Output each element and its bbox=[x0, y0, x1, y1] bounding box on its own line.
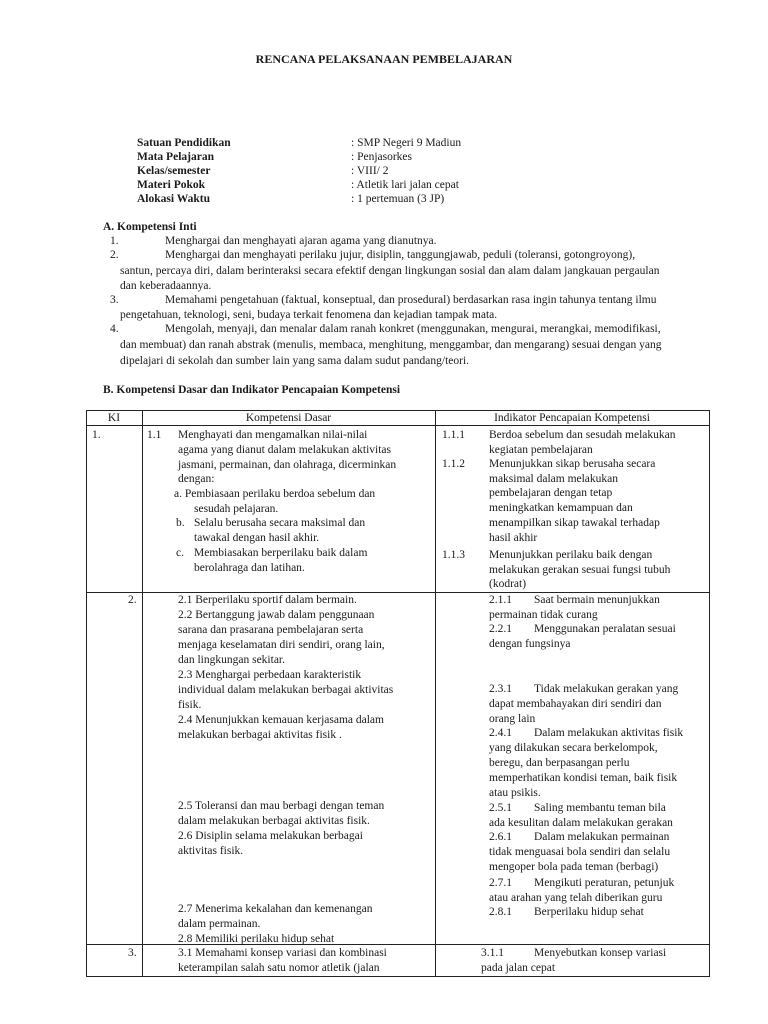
indicator-text: Saling membantu teman bila bbox=[534, 802, 666, 814]
indicator-text: Dalam melakukan permainan bbox=[534, 831, 670, 843]
indicator-number: 1.1.2 bbox=[442, 458, 465, 470]
indicator-text: memperhatikan kondisi teman, baik fisik bbox=[489, 772, 678, 784]
indicator-number: 2.1.1 bbox=[489, 594, 512, 606]
ki-number: 2. bbox=[110, 249, 119, 261]
column-header-indikator: Indikator Pencapaian Kompetensi bbox=[494, 412, 650, 424]
kd-text: sarana dan prasarana pembelajaran serta bbox=[178, 624, 364, 636]
kd-text: sesudah pelajaran. bbox=[194, 503, 279, 515]
ki-text: Menghargai dan menghayati perilaku jujur, disiplin, tanggungjawab, peduli (toleransi, gotongroyong), bbox=[165, 249, 636, 261]
kd-text: Menghayati dan mengamalkan nilai-nilai bbox=[178, 429, 368, 441]
indicator-text: atau psikis. bbox=[489, 787, 541, 799]
ki-text: dan membuat) dan ranah abstrak (menulis, membaca, menghitung, menggambar, dan mengarang) sesuai dengan yang bbox=[120, 339, 662, 351]
indicator-number: 2.7.1 bbox=[489, 877, 512, 889]
kd-text: agama yang dianut dalam melakukan aktivitas bbox=[178, 444, 391, 456]
indicator-number: 2.2.1 bbox=[489, 623, 512, 635]
indicator-text: Mengikuti peraturan, petunjuk bbox=[534, 877, 675, 889]
table-border bbox=[142, 410, 143, 977]
indicator-text: orang lain bbox=[489, 713, 536, 725]
ki-number: 4. bbox=[110, 323, 119, 335]
kd-text: dan lingkungan sekitar. bbox=[178, 654, 285, 666]
indicator-text: tidak menguasai bola sendiri dan selalu bbox=[489, 846, 671, 858]
ki-number: 1. bbox=[110, 235, 119, 247]
kd-text: 2.1 Berperilaku sportif dalam bermain. bbox=[178, 594, 357, 606]
indicator-text: Tidak melakukan gerakan yang bbox=[534, 683, 679, 695]
identity-label: Mata Pelajaran bbox=[137, 151, 214, 163]
indicator-text: Dalam melakukan aktivitas fisik bbox=[534, 727, 684, 739]
page-title: RENCANA PELAKSANAAN PEMBELAJARAN bbox=[255, 52, 513, 66]
identity-value: : Penjasorkes bbox=[351, 151, 413, 163]
ki-cell: 2. bbox=[128, 594, 137, 606]
section-b-heading: B. Kompetensi Dasar dan Indikator Pencapaian Kompetensi bbox=[103, 384, 401, 396]
kd-text: tawakal dengan hasil akhir. bbox=[194, 532, 320, 544]
ki-text: Mengolah, menyaji, dan menalar dalam ranah konkret (menggunakan, mengurai, merangkai, memodifikasi, bbox=[165, 323, 661, 335]
kd-text: dalam melakukan berbagai aktivitas fisik. bbox=[178, 815, 370, 827]
kd-text: Membiasakan berperilaku baik dalam bbox=[194, 547, 368, 559]
identity-label: Materi Pokok bbox=[137, 179, 206, 191]
indicator-number: 1.1.1 bbox=[442, 429, 465, 441]
kd-text: 2.7 Menerima kekalahan dan kemenangan bbox=[178, 903, 373, 915]
table-border bbox=[435, 410, 436, 977]
kd-text: melakukan berbagai aktivitas fisik . bbox=[178, 729, 342, 741]
kd-text: individual dalam melakukan berbagai aktivitas bbox=[178, 684, 394, 696]
kd-text: fisik. bbox=[178, 699, 202, 711]
indicator-text: maksimal dalam melakukan bbox=[489, 473, 619, 485]
indicator-text: permainan tidak curang bbox=[489, 609, 598, 621]
identity-value: : VIII/ 2 bbox=[351, 165, 389, 177]
kd-text: dengan: bbox=[178, 473, 215, 485]
kd-text: 2.3 Menghargai perbedaan karakteristik bbox=[178, 669, 362, 681]
kd-text: 3.1 Memahami konsep variasi dan kombinasi bbox=[178, 947, 387, 959]
identity-label: Satuan Pendidikan bbox=[137, 137, 231, 149]
kd-text: c. bbox=[176, 547, 184, 559]
section-a-heading: A. Kompetensi Inti bbox=[103, 221, 197, 233]
indicator-text: menampilkan sikap tawakal terhadap bbox=[489, 517, 660, 529]
column-header-ki: KI bbox=[107, 412, 121, 424]
kd-text: a. Pembiasaan perilaku berdoa sebelum dan bbox=[174, 488, 376, 500]
indicator-number: 2.6.1 bbox=[489, 831, 512, 843]
ki-text: santun, percaya diri, dalam berinteraksi secara efektif dengan lingkungan sosial dan alam dalam jangkauan pergaulan bbox=[120, 265, 660, 277]
indicator-number: 3.1.1 bbox=[481, 947, 504, 959]
indicator-number: 1.1.3 bbox=[442, 549, 465, 561]
identity-value: : SMP Negeri 9 Madiun bbox=[351, 137, 462, 149]
indicator-text: Berperilaku hidup sehat bbox=[534, 906, 644, 918]
indicator-text: yang dilakukan secara berkelompok, bbox=[489, 742, 658, 754]
kd-text: berolahraga dan latihan. bbox=[194, 562, 305, 574]
identity-label: Alokasi Waktu bbox=[137, 193, 210, 205]
identity-value: : Atletik lari jalan cepat bbox=[351, 179, 459, 191]
kd-text: Selalu berusaha secara maksimal dan bbox=[194, 517, 366, 529]
kd-text: aktivitas fisik. bbox=[178, 845, 244, 857]
ki-text: dipelajari di sekolah dan sumber lain yang sama dalam sudut pandang/teori. bbox=[120, 355, 470, 367]
ki-cell: 3. bbox=[128, 947, 137, 959]
kd-text: dalam permainan. bbox=[178, 918, 261, 930]
ki-text: Menghargai dan menghayati ajaran agama yang dianutnya. bbox=[165, 235, 437, 247]
kd-text: 2.6 Disiplin selama melakukan berbagai bbox=[178, 830, 363, 842]
indicator-text: beregu, dan berpasangan perlu bbox=[489, 757, 630, 769]
kd-text: keterampilan salah satu nomor atletik (jalan bbox=[178, 962, 380, 974]
indicator-text: pada jalan cepat bbox=[481, 962, 556, 974]
table-border bbox=[709, 410, 710, 977]
indicator-text: meningkatkan kemampuan dan bbox=[489, 502, 633, 514]
indicator-text: Saat bermain menunjukkan bbox=[534, 594, 660, 606]
identity-value: : 1 pertemuan (3 JP) bbox=[351, 193, 445, 205]
kd-text: 2.2 Bertanggung jawab dalam penggunaan bbox=[178, 609, 375, 621]
kd-text: 2.5 Toleransi dan mau berbagi dengan teman bbox=[178, 800, 385, 812]
indicator-text: melakukan gerakan sesuai fungsi tubuh bbox=[489, 564, 671, 576]
indicator-text: Menunjukkan sikap berusaha secara bbox=[489, 458, 656, 470]
indicator-text: mengoper bola pada teman (berbagi) bbox=[489, 861, 659, 873]
ki-cell: 1. bbox=[92, 429, 101, 441]
indicator-text: Menggunakan peralatan sesuai bbox=[534, 623, 676, 635]
kd-text: 2.8 Memiliki perilaku hidup sehat bbox=[178, 933, 335, 945]
ki-number: 3. bbox=[110, 294, 119, 306]
kd-text: menjaga keselamatan diri sendiri, orang lain, bbox=[178, 639, 385, 651]
table-border bbox=[86, 410, 87, 977]
ki-text: pengetahuan, teknologi, seni, budaya terkait fenomena dan kejadian tampak mata. bbox=[120, 309, 498, 321]
indicator-text: dengan fungsinya bbox=[489, 638, 571, 650]
indicator-number: 2.8.1 bbox=[489, 906, 512, 918]
ki-text: Memahami pengetahuan (faktual, konseptual, dan prosedural) berdasarkan rasa ingin tahunya tentang ilmu bbox=[165, 294, 657, 306]
indicator-text: ada kesulitan dalam melakukan gerakan bbox=[489, 817, 673, 829]
kd-text: 2.4 Menunjukkan kemauan kerjasama dalam bbox=[178, 714, 384, 726]
kd-text: b. bbox=[176, 517, 185, 529]
kd-number: 1.1 bbox=[147, 429, 162, 441]
indicator-text: pembelajaran dengan tetap bbox=[489, 487, 613, 499]
indicator-number: 2.4.1 bbox=[489, 727, 512, 739]
kd-text: jasmani, permainan, dan olahraga, dicerminkan bbox=[178, 459, 397, 471]
indicator-text: hasil akhir bbox=[489, 532, 538, 544]
indicator-number: 2.3.1 bbox=[489, 683, 512, 695]
indicator-text: kegiatan pembelajaran bbox=[489, 444, 593, 456]
indicator-text: Berdoa sebelum dan sesudah melakukan bbox=[489, 429, 676, 441]
indicator-text: Menunjukkan perilaku baik dengan bbox=[489, 549, 653, 561]
indicator-text: (kodrat) bbox=[489, 578, 527, 590]
indicator-text: Menyebutkan konsep variasi bbox=[534, 947, 667, 959]
table-border bbox=[86, 976, 710, 977]
indicator-text: atau arahan yang telah diberikan guru bbox=[489, 892, 663, 904]
column-header-kd: Kompetensi Dasar bbox=[245, 412, 332, 424]
indicator-text: dapat membahayakan diri sendiri dan bbox=[489, 698, 662, 710]
identity-label: Kelas/semester bbox=[137, 165, 211, 177]
indicator-number: 2.5.1 bbox=[489, 802, 512, 814]
ki-text: dan keberadaannya. bbox=[120, 280, 212, 292]
